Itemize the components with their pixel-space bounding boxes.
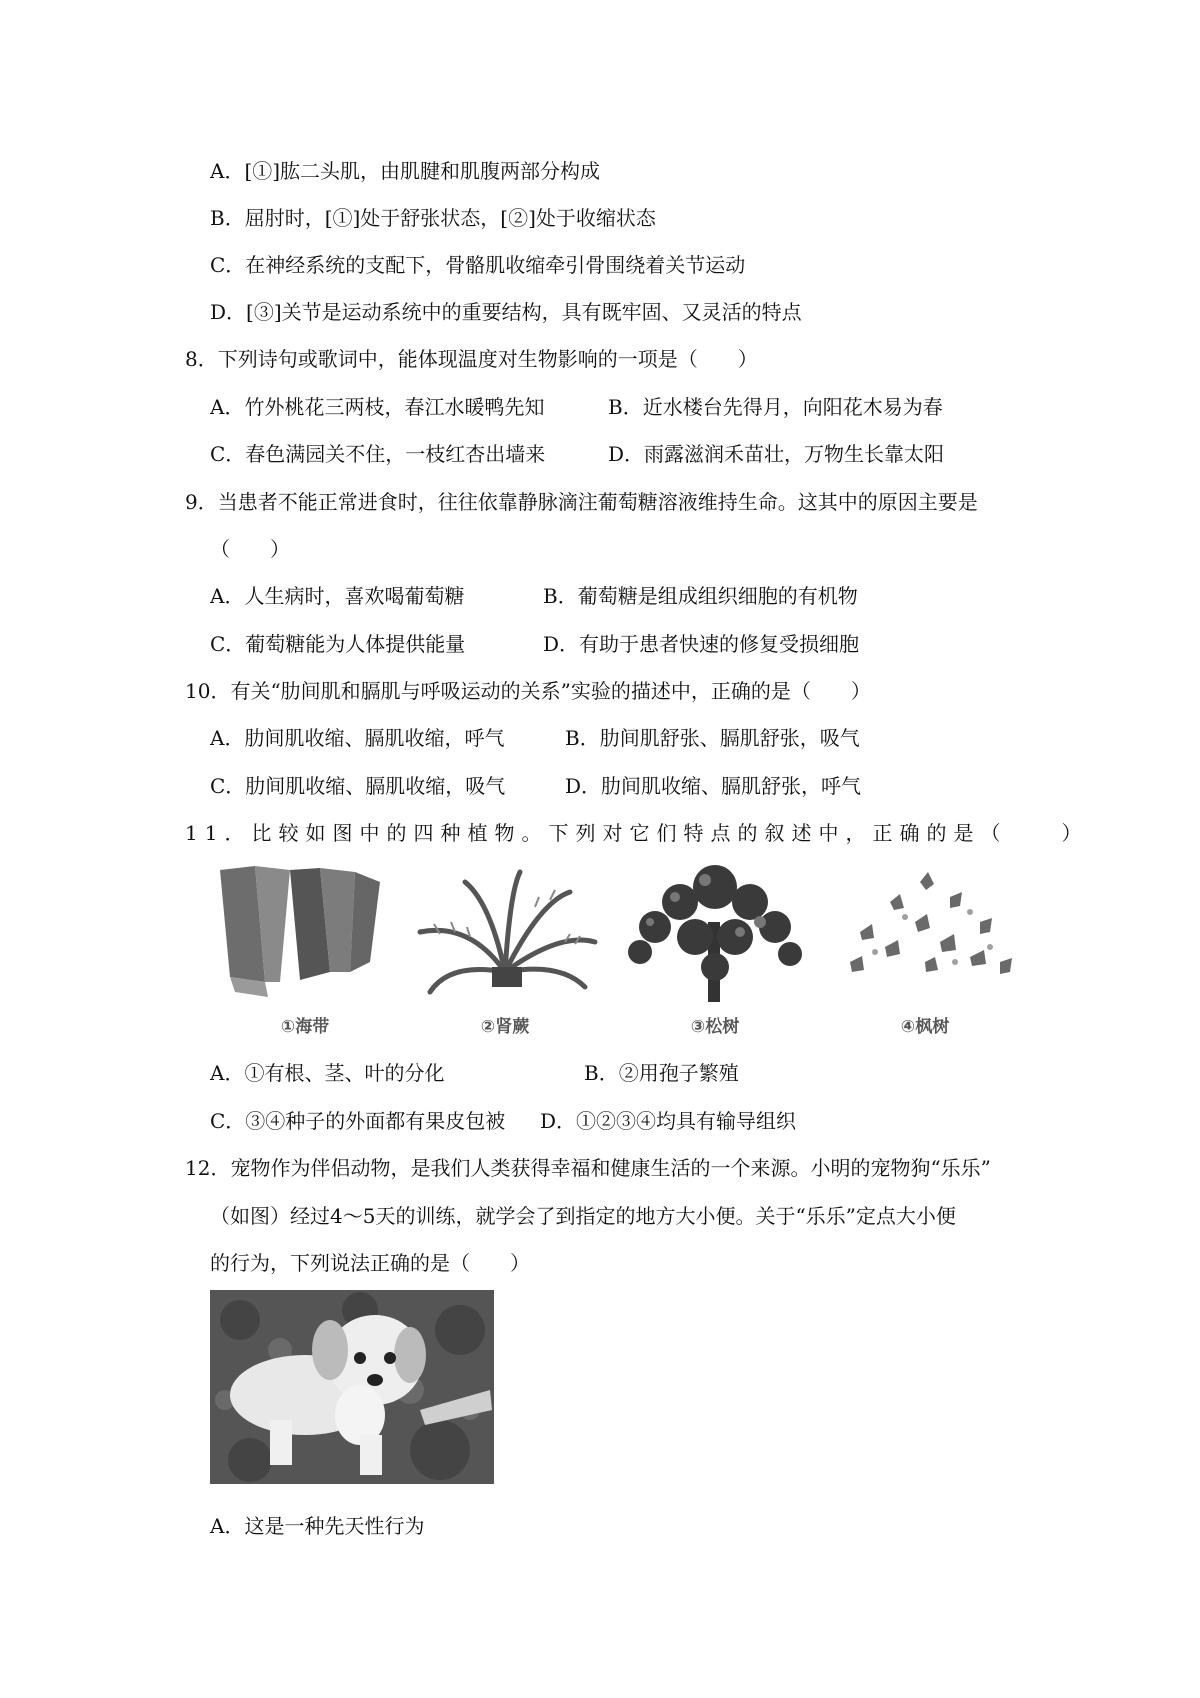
pine-caption: ③松树 [690, 1017, 740, 1037]
q12-option-a: A．这是一种先天性行为 [210, 1514, 425, 1538]
q10-option-c: C．肋间肌收缩、膈肌收缩，吸气 [210, 774, 506, 798]
q10-option-b: B．肋间肌舒张、膈肌舒张，吸气 [565, 726, 860, 750]
maple-image [830, 862, 1020, 1047]
q9-option-a: A．人生病时，喜欢喝葡萄糖 [210, 584, 465, 608]
q8-stem: 8．下列诗句或歌词中，能体现温度对生物影响的一项是（ ） [185, 347, 758, 371]
plants-figure [210, 862, 1040, 1047]
fern-caption: ②肾蕨 [480, 1017, 530, 1037]
q9-option-c: C．葡萄糖能为人体提供能量 [210, 632, 466, 656]
q10-option-a: A．肋间肌收缩、膈肌收缩，呼气 [210, 726, 505, 750]
q7-option-a: A．[①]肱二头肌，由肌腱和肌腹两部分构成 [210, 159, 601, 183]
q8-option-c: C．春色满园关不住，一枝红杏出墙来 [210, 442, 546, 466]
fern-image [410, 862, 600, 1047]
q7-option-b: B．屈肘时，[①]处于舒张状态，[②]处于收缩状态 [210, 206, 656, 230]
q11-option-b: B．②用孢子繁殖 [584, 1061, 739, 1085]
q9-answer-paren: （ ） [210, 537, 290, 561]
q12-stem-line-3: 的行为，下列说法正确的是（ ） [210, 1251, 530, 1275]
q11-option-d: D．①②③④均具有输导组织 [540, 1109, 797, 1133]
q11-stem: 11．比较如图中的四种植物。下列对它们特点的叙述中，正确的是（ ） [185, 821, 1089, 845]
q9-option-d: D．有助于患者快速的修复受损细胞 [543, 632, 860, 656]
q8-option-a: A．竹外桃花三两枝，春江水暖鸭先知 [210, 395, 545, 419]
q8-option-b: B．近水楼台先得月，向阳花木易为春 [608, 395, 943, 419]
pine-image [620, 862, 810, 1047]
q12-stem-line-2: （如图）经过4～5天的训练，就学会了到指定的地方大小便。关于“乐乐”定点大小便 [210, 1204, 956, 1228]
q7-option-d: D．[③]关节是运动系统中的重要结构，具有既牢固、又灵活的特点 [210, 300, 802, 324]
maple-caption: ④枫树 [900, 1017, 950, 1037]
q10-stem: 10．有关“肋间肌和膈肌与呼吸运动的关系”实验的描述中，正确的是（ ） [185, 679, 871, 703]
kelp-caption: ①海带 [280, 1017, 330, 1037]
q9-stem: 9．当患者不能正常进食时，往往依靠静脉滴注葡萄糖溶液维持生命。这其中的原因主要是 [185, 490, 978, 514]
q8-option-d: D．雨露滋润禾苗壮，万物生长靠太阳 [608, 442, 945, 466]
q11-option-a: A．①有根、茎、叶的分化 [210, 1061, 445, 1085]
q11-option-c: C．③④种子的外面都有果皮包被 [210, 1109, 506, 1133]
kelp-image [210, 862, 400, 1047]
dog-photo [210, 1290, 494, 1484]
q9-option-b: B．葡萄糖是组成组织细胞的有机物 [543, 584, 858, 608]
q7-option-c: C．在神经系统的支配下，骨骼肌收缩牵引骨围绕着关节运动 [210, 253, 746, 277]
q12-stem-line-1: 12．宠物作为伴侣动物，是我们人类获得幸福和健康生活的一个来源。小明的宠物狗“乐乐” [185, 1156, 991, 1180]
q10-option-d: D．肋间肌收缩、膈肌舒张，呼气 [565, 774, 862, 798]
